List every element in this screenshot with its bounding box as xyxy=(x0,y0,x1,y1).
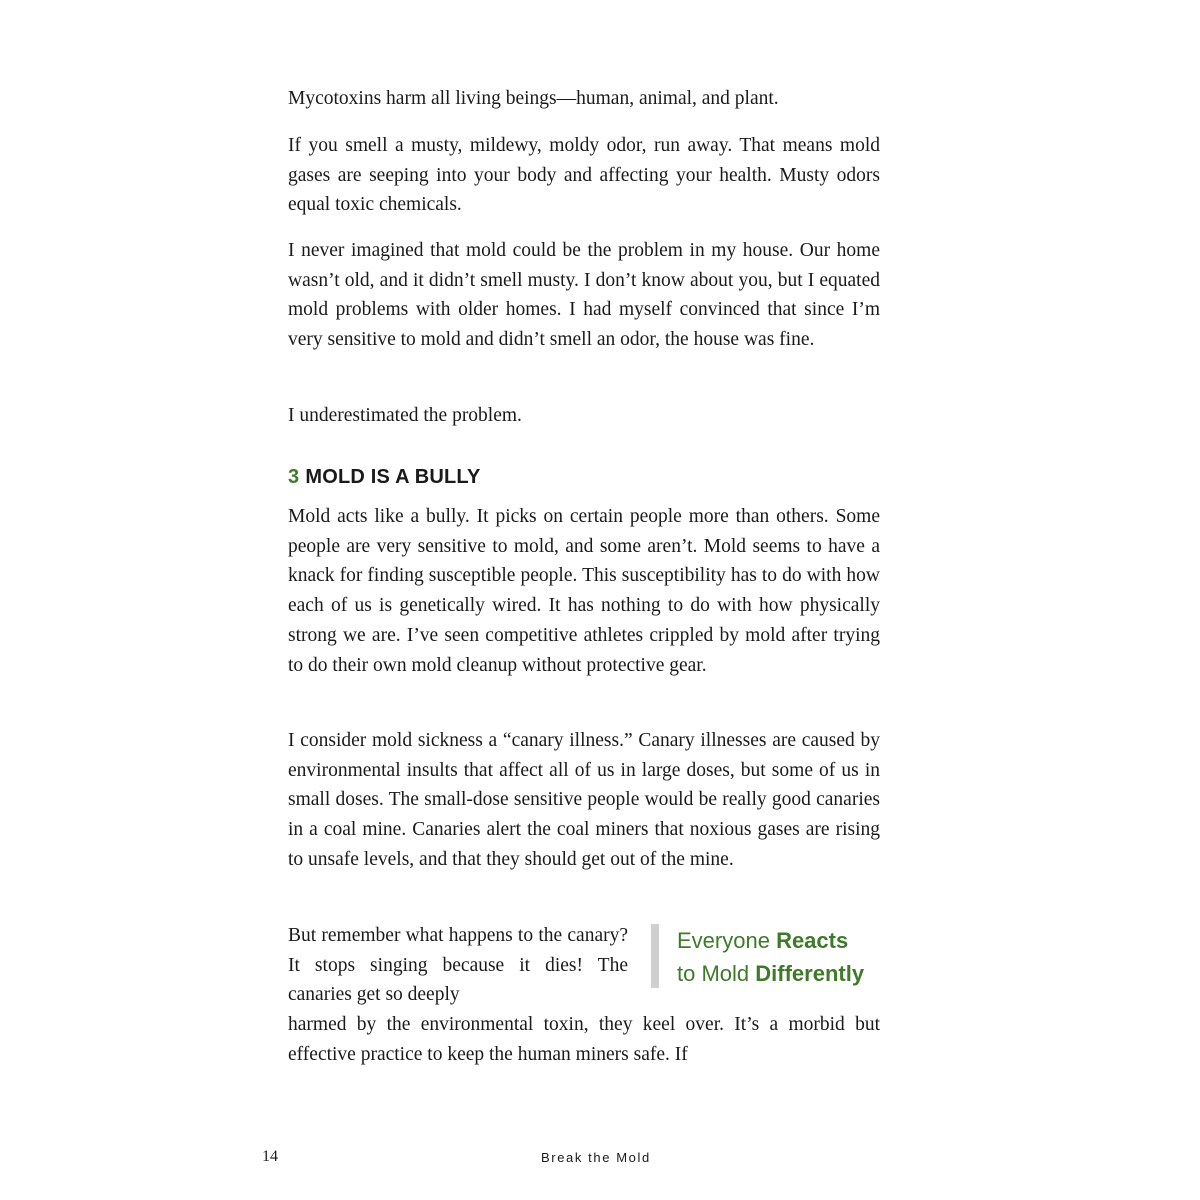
pull-quote-emphasis-2: Differently xyxy=(755,961,865,986)
body-paragraph-continuation: harmed by the environmental toxin, they keel over. It’s a morbid but effective practice to keep the human miners safe. If xyxy=(288,1014,880,1065)
section-heading xyxy=(288,466,481,489)
body-paragraph-mycotoxins: Mycotoxins harm all living beings—human, animal, and plant. xyxy=(288,88,779,109)
pull-quote-text-1: Everyone xyxy=(677,928,777,953)
body-paragraph-musty-odor: If you smell a musty, mildewy, moldy odor, run away. That means mold gases are seeping into your body and affecting your health. Musty odors equal toxic chemicals. xyxy=(288,135,880,216)
body-paragraph-my-house: I never imagined that mold could be the problem in my house. Our home wasn’t old, and it didn’t smell musty. I don’t know about you, but I equated mold problems with older homes. I had myself convinced that since I’m very sensitive to mold and didn’t smell an odor, the house was fine. xyxy=(288,240,880,351)
pull-quote-text xyxy=(677,924,864,990)
pull-quote-text-2: to Mold xyxy=(677,961,756,986)
body-paragraph-canary-illness: I consider mold sickness a “canary illness.” Canary illnesses are caused by environmental insults that affect all of us in large doses, but some of us in small doses. The small-dose sensitive people would be really good canaries in a coal mine. Canaries alert the coal miners that noxious gases are rising to unsafe levels, and that they should get out of the mine. xyxy=(288,730,880,870)
section-number: 3 xyxy=(288,466,300,488)
pull-quote-bar xyxy=(651,924,659,988)
body-paragraph-canary-question: But remember what happens to the canary? It stops singing because it dies! The canaries get so deeply xyxy=(288,925,628,1006)
body-paragraph-bully: Mold acts like a bully. It picks on certain people more than others. Some people are very sensitive to mold, and some aren’t. Mold seems to have a knack for finding susceptible people. This susceptibility has to do with how each of us is genetically wired. It has nothing to do with how physically strong we are. I’ve seen competitive athletes crippled by mold after trying to do their own mold cleanup without protective gear. xyxy=(288,506,880,676)
section-title: MOLD IS A BULLY xyxy=(305,466,481,488)
pull-quote-emphasis-1: Reacts xyxy=(776,928,849,953)
running-footer-title: Break the Mold xyxy=(541,1150,651,1165)
body-paragraph-underestimated: I underestimated the problem. xyxy=(288,405,522,426)
pull-quote xyxy=(651,924,891,988)
page-number: 14 xyxy=(262,1148,278,1165)
